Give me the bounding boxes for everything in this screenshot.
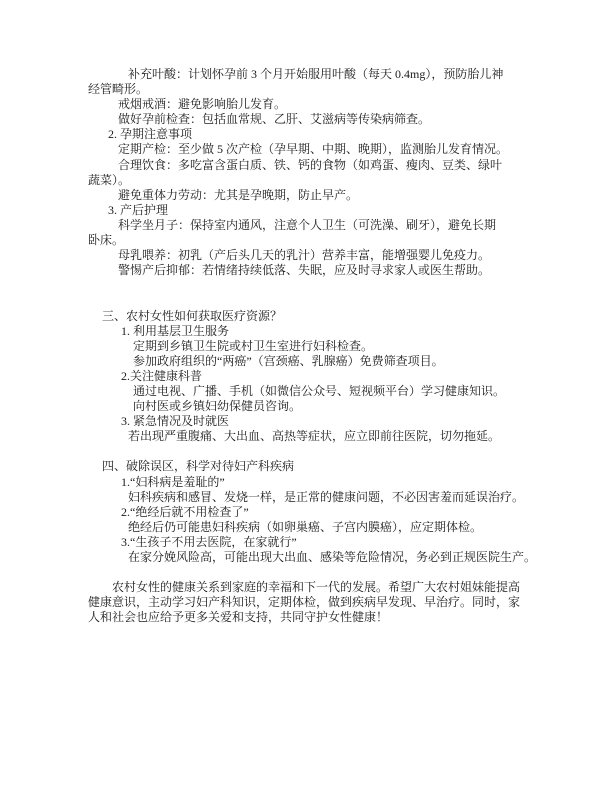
text-line: 合理饮食：多吃富含蛋白质、铁、钙的食物（如鸡蛋、瘦肉、豆类、绿叶 bbox=[118, 157, 503, 172]
text-line: 经管畸形。 bbox=[88, 82, 149, 97]
text-line: 补充叶酸：计划怀孕前 3 个月开始服用叶酸（每天 0.4mg），预防胎儿神 bbox=[128, 67, 504, 81]
blank-line bbox=[88, 278, 530, 293]
text-line: 3. 紧急情况及时就医 bbox=[121, 414, 230, 429]
text-line: 若出现严重腹痛、大出血、高热等症状，应立即前往医院，切勿拖延。 bbox=[128, 429, 501, 444]
blank-line bbox=[88, 444, 530, 459]
text-line: 绝经后仍可能患妇科疾病（如卵巢癌、子宫内膜癌），应定期体检。 bbox=[128, 519, 483, 534]
text-line: 戒烟戒酒：避免影响胎儿发育。 bbox=[118, 97, 287, 112]
text-line: 农村女性的健康关系到家庭的幸福和下一代的发展。希望广大农村姐妹能提高 bbox=[112, 580, 521, 595]
text-line: 通过电视、广播、手机（如微信公众号、短视频平台）学习健康知识。 bbox=[133, 383, 506, 398]
text-line: 3. 产后护理 bbox=[108, 202, 169, 217]
text-line: 做好孕前检查：包括血常规、乙肝、艾滋病等传染病筛查。 bbox=[118, 112, 431, 127]
text-line: 四、破除误区，科学对待妇产科疾病 bbox=[102, 459, 295, 474]
text-line: 定期到乡镇卫生院或村卫生室进行妇科检查。 bbox=[133, 338, 374, 353]
text-line: 母乳喂养：初乳（产后头几天的乳汁）营养丰富，能增强婴儿免疫力。 bbox=[118, 248, 491, 263]
text-line: 警惕产后抑郁：若情绪持续低落、失眠，应及时寻求家人或医生帮助。 bbox=[118, 263, 491, 278]
blank-line bbox=[88, 293, 530, 308]
text-line: 参加政府组织的“两癌”（宫颈癌、乳腺癌）免费筛查项目。 bbox=[133, 353, 444, 368]
document-body bbox=[88, 67, 537, 625]
text-line: 在家分娩风险高，可能出现大出血、感染等危险情况，务必到正规医院生产。 bbox=[128, 550, 537, 564]
text-line: 2.“绝经后就不用检查了” bbox=[121, 504, 249, 519]
text-line: 1.“妇科病是羞耻的” bbox=[121, 474, 225, 489]
text-line: 定期产检：至少做 5 次产检（孕早期、中期、晚期），监测胎儿发育情况。 bbox=[118, 142, 509, 157]
text-line: 蔬菜）。 bbox=[88, 172, 131, 187]
text-line: 卧床。 bbox=[88, 233, 125, 248]
text-line: 3.“生孩子不用去医院，在家就行” bbox=[121, 534, 297, 549]
text-line: 2. 孕期注意事项 bbox=[108, 127, 193, 142]
text-line: 1. 利用基层卫生服务 bbox=[121, 323, 230, 338]
text-line: 人和社会也应给予更多关爱和支持，共同守护女性健康！ bbox=[88, 610, 389, 625]
blank-line bbox=[88, 565, 530, 580]
text-line: 避免重体力劳动：尤其是孕晚期，防止早产。 bbox=[118, 187, 359, 202]
text-line: 2.关注健康科普 bbox=[121, 368, 203, 383]
text-line: 健康意识，主动学习妇产科知识，定期体检，做到疾病早发现、早治疗。同时，家 bbox=[88, 595, 521, 610]
text-line: 向村医或乡镇妇幼保健员咨询。 bbox=[133, 399, 302, 414]
text-line: 妇科疾病和感冒、发烧一样，是正常的健康问题，不必因害羞而延误治疗。 bbox=[128, 489, 525, 504]
text-line: 三、农村女性如何获取医疗资源？ bbox=[102, 308, 283, 323]
text-line: 科学坐月子：保持室内通风，注意个人卫生（可洗澡、刷牙），避免长期 bbox=[118, 217, 497, 232]
